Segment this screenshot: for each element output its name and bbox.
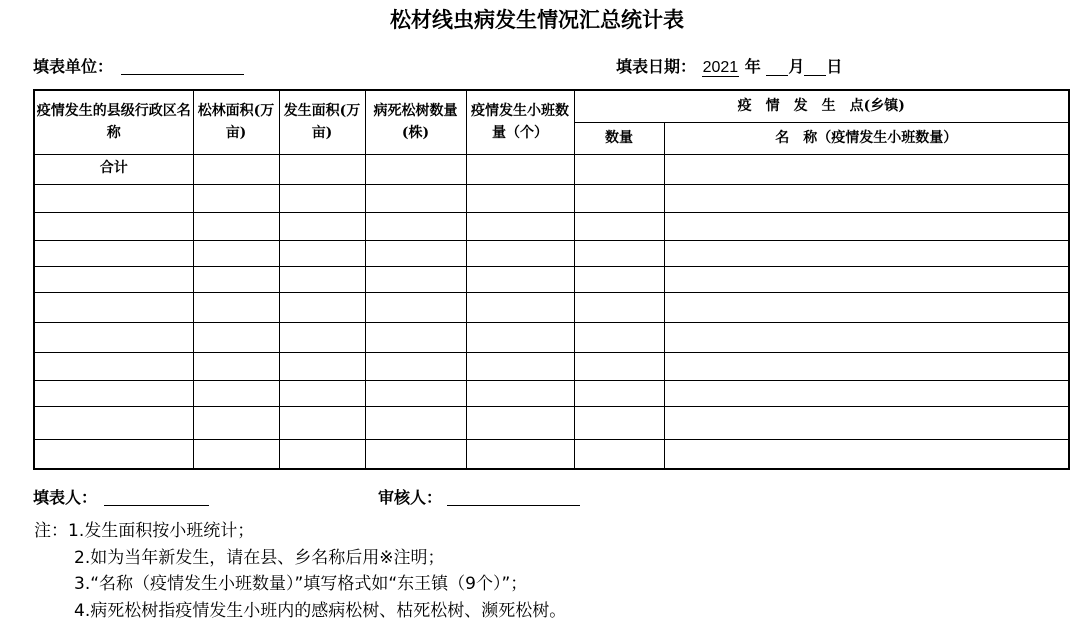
year-value[interactable]: 2021 [702,59,739,76]
table-row [34,266,1069,292]
table-cell[interactable] [193,380,279,406]
table-cell[interactable] [365,322,466,352]
table-cell[interactable] [574,266,664,292]
table-cell[interactable] [466,439,574,469]
table-cell[interactable] [466,266,574,292]
table-cell[interactable] [34,380,193,406]
header-points-names: 名 称（疫情发生小班数量） [664,122,1069,154]
table-cell[interactable] [279,240,365,266]
table-cell[interactable] [34,406,193,439]
table-cell[interactable] [279,212,365,240]
header-subcompartments: 疫情发生小班数量（个） [466,90,574,154]
table-cell[interactable] [193,240,279,266]
table-cell[interactable] [279,439,365,469]
table-cell[interactable] [574,212,664,240]
table-cell[interactable] [365,352,466,380]
header-dead-trees: 病死松树数量(株) [365,90,466,154]
table-cell[interactable] [279,266,365,292]
note-1: 注：1.发生面积按小班统计； [34,521,255,541]
note-3: 3.“名称（疫情发生小班数量）”填写格式如“东王镇（9个）”； [74,574,528,594]
header-points-group: 疫 情 发 生 点(乡镇) [574,90,1069,122]
month-field[interactable] [766,57,788,76]
table-cell[interactable] [193,212,279,240]
header-points-count: 数量 [574,122,664,154]
statistics-table [33,89,1070,470]
header-county: 疫情发生的县级行政区名称 [34,90,193,154]
table-cell[interactable] [365,240,466,266]
table-cell[interactable] [466,212,574,240]
table-cell[interactable] [574,322,664,352]
table-cell[interactable] [574,240,664,266]
table-cell[interactable] [34,240,193,266]
table-cell[interactable] [466,240,574,266]
reviewer-label: 审核人： [378,488,443,507]
table-cell[interactable] [193,292,279,322]
notes [34,518,566,624]
total-row [34,154,1069,184]
reviewer-field[interactable] [447,487,580,506]
table-cell[interactable] [365,380,466,406]
page-title: 松材线虫病发生情况汇总统计表 [390,7,684,32]
table-cell[interactable] [193,352,279,380]
table-cell[interactable] [466,292,574,322]
filler-label: 填表人： [33,488,98,507]
header-pine-area: 松林面积(万亩) [193,90,279,154]
date-label: 填表日期： [616,57,697,76]
table-cell[interactable] [34,266,193,292]
table-cell[interactable] [664,292,1069,322]
table-cell[interactable] [574,292,664,322]
table-cell[interactable] [279,154,365,184]
table-row [34,184,1069,212]
table-cell[interactable] [466,154,574,184]
table-cell[interactable] [279,292,365,322]
table-cell[interactable] [34,352,193,380]
table-cell[interactable] [664,406,1069,439]
table-cell[interactable] [365,266,466,292]
table-cell[interactable] [193,184,279,212]
table-cell[interactable] [279,352,365,380]
filler-input[interactable] [104,488,209,506]
table-cell[interactable] [574,352,664,380]
table-cell[interactable] [664,184,1069,212]
table-cell[interactable] [193,266,279,292]
table-cell[interactable] [664,212,1069,240]
table-cell[interactable] [34,439,193,469]
table-cell[interactable] [466,184,574,212]
table-cell[interactable] [193,322,279,352]
table-cell[interactable] [664,439,1069,469]
table-cell[interactable] [365,406,466,439]
table-row [34,439,1069,469]
note-4: 4.病死松树指疫情发生小班内的感病松树、枯死松树、濒死松树。 [74,600,567,621]
filler-field[interactable] [104,487,209,506]
table-cell[interactable] [365,439,466,469]
table-row [34,322,1069,352]
table-cell[interactable] [193,406,279,439]
table-row [34,212,1069,240]
table-cell[interactable] [34,292,193,322]
table-cell[interactable] [193,154,279,184]
table-cell[interactable] [193,439,279,469]
table-cell[interactable] [365,212,466,240]
table-cell[interactable] [365,154,466,184]
total-label: 合计 [34,154,193,184]
table-cell[interactable] [664,266,1069,292]
table-cell[interactable] [664,322,1069,352]
year-suffix: 年 [744,57,761,76]
day-suffix: 日 [826,57,843,76]
table-cell[interactable] [664,380,1069,406]
table-cell[interactable] [574,439,664,469]
day-field[interactable] [804,57,826,76]
table-cell[interactable] [466,406,574,439]
table-row [34,406,1069,439]
table-cell[interactable] [574,154,664,184]
date-line [616,54,842,77]
header-occur-area: 发生面积(万亩) [279,90,365,154]
table-cell[interactable] [664,352,1069,380]
table-cell[interactable] [365,292,466,322]
table-cell[interactable] [466,322,574,352]
table-cell[interactable] [466,352,574,380]
table-cell[interactable] [664,154,1069,184]
table-cell[interactable] [34,212,193,240]
unit-label: 填表单位： [33,57,114,76]
table-cell[interactable] [279,406,365,439]
table-cell[interactable] [34,184,193,212]
unit-field[interactable] [121,56,244,75]
table-row [34,352,1069,380]
table-row [34,240,1069,266]
table-row [34,380,1069,406]
table-cell[interactable] [365,184,466,212]
table-cell[interactable] [34,322,193,352]
table-cell[interactable] [574,406,664,439]
table-cell[interactable] [466,380,574,406]
table-cell[interactable] [574,184,664,212]
month-suffix: 月 [788,57,805,76]
table-cell[interactable] [279,184,365,212]
table-cell[interactable] [664,240,1069,266]
table-row [34,292,1069,322]
note-2: 2.如为当年新发生，请在县、乡名称后用※注明； [74,547,445,568]
table-cell[interactable] [279,380,365,406]
unit-input[interactable] [121,57,244,75]
table-cell[interactable] [574,380,664,406]
reviewer-input[interactable] [447,488,580,506]
table-cell[interactable] [279,322,365,352]
